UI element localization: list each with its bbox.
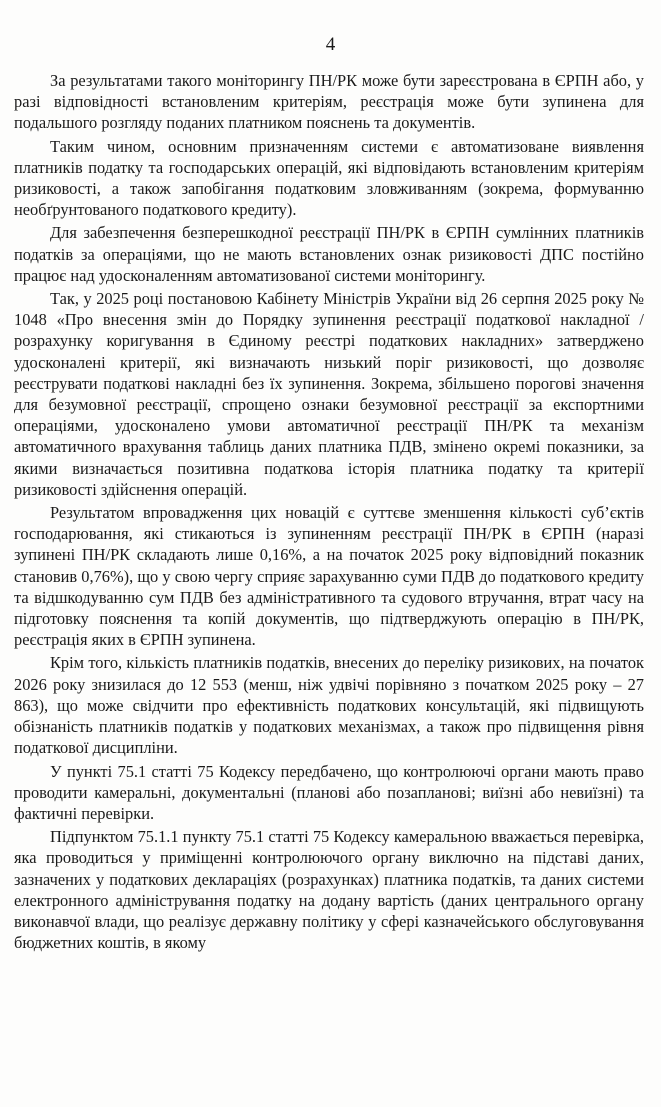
document-body — [14, 70, 644, 955]
paragraph-monitoring-results: За результатами такого моніторингу ПН/РК може бути зареєстрована в ЄРПН або, у разі відповідності встановленим критеріям, реєстрація може бути зупинена для подальшого розгляду поданих платником пояснень та документів. — [14, 71, 644, 133]
paragraph-cabinet-resolution: Так, у 2025 році постановою Кабінету Міністрів України від 26 серпня 2025 року № 1048 «Про внесення змін до Порядку зупинення реєстрації податкової накладної / розрахунку коригування в Єдиному реєстрі податкових накладних» затверджено удосконалені критерії, які визначають низький поріг ризиковості, що дозволяє реєструвати податкові накладні без їх зупинення. Зокрема, збільшено порогові значення для безумовної реєстрації, спрощено ознаки безумовної реєстрації за експортними операціями, удосконалено умови автоматичної реєстрації ПН/РК та механізм автоматичного врахування таблиць даних платника ПДВ, змінено окремі показники, за якими визначається позитивна податкова історія платника податку та критерії ризиковості здійснення операцій. — [14, 289, 644, 499]
paragraph-risky-taxpayers: Крім того, кількість платників податків, внесених до переліку ризикових, на початок 2026 року знизилася до 12 553 (менш, ніж удвічі порівняно з початком 2025 року – 27 863), що може свідчити про ефективність податкових консультацій, які підвищують обізнаність платників податків у податкових механізмах, а також про підвищення рівня податкової дисципліни. — [14, 653, 644, 758]
paragraph-article-75-1: У пункті 75.1 статті 75 Кодексу передбачено, що контролюючі органи мають право проводити камеральні, документальні (планові або позапланові; виїзні або невиїзні) та фактичні перевірки. — [14, 761, 644, 823]
paragraph-system-purpose: Таким чином, основним призначенням системи є автоматизоване виявлення платників податку та господарських операцій, які відповідають встановленим критеріям ризиковості, а також запобігання податковим зловживанням (зокрема, формуванню необґрунтованого податкового кредиту). — [14, 136, 644, 220]
paragraph-registration-improvement: Для забезпечення безперешкодної реєстрації ПН/РК в ЄРПН сумлінних платників податків за операціями, що не мають встановлених ознак ризиковості ДПС постійно працює над удосконаленням автоматизованої системи моніторингу. — [14, 223, 644, 285]
paragraph-desk-audit: Підпунктом 75.1.1 пункту 75.1 статті 75 Кодексу камеральною вважається перевірка, яка проводиться у приміщенні контролюючого органу виключно на підставі даних, зазначених у податкових деклараціях (розрахунках) платника податків, та даних системи електронного адміністрування податку на додану вартість (даних центрального органу виконавчої влади, що реалізує державну політику у сфері казначейського обслуговування бюджетних коштів, в якому — [14, 827, 644, 953]
paragraph-results: Результатом впровадження цих новацій є суттєве зменшення кількості суб’єктів господарювання, які стикаються із зупиненням реєстрації ПН/РК в ЄРПН (наразі зупинені ПН/РК складають лише 0,16%, а на початок 2025 року відповідний показник становив 0,76%), що у свою чергу сприяє зарахуванню суми ПДВ до податкового кредиту та відшкодуванню сум ПДВ без адміністративного та судового втручання, втрат часу на підготовку пояснення та копій документів, що підтверджують операцію в ПН/РК, реєстрація яких в ЄРПН зупинена. — [14, 503, 644, 650]
page-number: 4 — [325, 34, 336, 55]
